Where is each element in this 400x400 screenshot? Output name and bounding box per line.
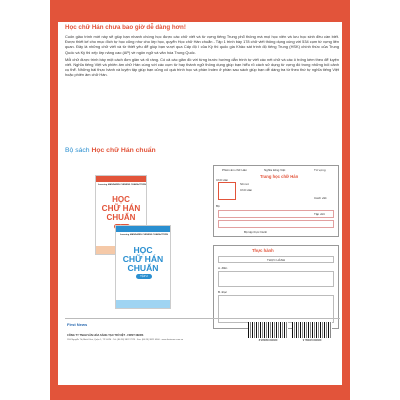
intro-text	[65, 34, 339, 80]
callout-practice: Tập viết	[314, 212, 325, 216]
series-prefix: Bộ sách	[65, 147, 92, 154]
callout-radical: Bộ	[216, 204, 220, 208]
callout-character-2: Chữ Hán	[240, 188, 253, 192]
footer-divider	[65, 318, 340, 319]
barcode-2	[292, 322, 332, 344]
practice-table-header-text: THỰC HÀNH	[266, 258, 286, 262]
barcode-bars	[248, 322, 288, 338]
book-subtitle: Learning MANDARIN CHINESE CHARACTERS	[98, 184, 147, 186]
bottom-band	[50, 385, 350, 400]
stroke-order-row	[218, 210, 334, 218]
practice-table-header	[218, 256, 334, 263]
sample-page-practice	[213, 245, 339, 329]
book-title-line3: CHUẨN	[127, 263, 159, 273]
book-title-line2: CHỮ HÁN	[101, 204, 141, 213]
book-top-band	[116, 226, 170, 232]
publisher-address: 11H Nguyễn Thị Minh Khai, Quận 1, TP. HCM · Tel: (84.28) 3822 7979 · Fax: (84.28) 3822 4560 · www.firstnews.com.vn	[67, 339, 184, 341]
panel1-heading: Trang học chữ Hán	[260, 174, 299, 179]
barcode-1	[248, 322, 288, 344]
book-title-line2: CHỮ HÁN	[122, 254, 164, 264]
book-title-line1: HỌC	[133, 245, 153, 255]
book-top-band	[96, 176, 146, 182]
barcode-number: 8 935086 844669	[258, 339, 278, 342]
callout-character: Chữ Hán	[216, 178, 229, 182]
callout-exercise: Bộ tập thực hành	[244, 230, 268, 234]
barcode-number: 9 786045 844669	[302, 339, 322, 342]
barcode-bars	[292, 322, 332, 338]
intro-paragraph-2: Mỗi chữ được trình bày một cách đơn giản và rõ ràng. Có cả các giản đồ với từng bước hướng dẫn trình tự viết các nét chữ và các ô trống kèm theo để luyện viết. Nghĩa tiếng Việt và phiên âm chữ Hán cùng với các cụm từ hay thành ngữ thông dụng giúp bạn hiểu rõ cách sử dụng từ vựng đó trong những bối cảnh cụ thể. Những bài thực hành và luyện tập giúp bạn củng cố quá trình học và phần Index ở phần sau sách giúp bạn dễ dàng tra từ theo thứ tự nghĩa tiếng Việt hoặc phiên âm chữ Hán.	[65, 56, 339, 78]
book-cover-volume-2	[115, 225, 171, 309]
intro-paragraph-1: Cuốn giáo trình mới này sẽ giúp bạn nhanh chóng học được các chữ viết và từ vựng tiếng Trung phổ thông mà mọi học viên và lưu học sinh đều cần biết. Được thiết kế cho mục đích tự học cũng như cho lớp học, quyển Học chữ Hán chuẩn - Tập 1 trình bày 178 chữ viết thông dụng cùng với 534 cụm từ vựng liên quan. Đây là những chữ viết và từ thiết yêu để giúp bạn vượt qua Cấp độ I của Kỳ thi quốc gia Khảo sát trình độ tiếng Trung (HSK) chính thức của Trung Quốc và Kỳ thi xếp lớp nâng cao (AP) về ngôn ngữ và văn hóa Trung Quốc.	[65, 34, 339, 55]
practice-row-a: A. điền	[218, 266, 228, 270]
series-name: Học chữ Hán chuẩn	[91, 147, 156, 154]
book-subtitle: Learning MANDARIN CHINESE CHARACTERS	[119, 234, 168, 236]
character-box	[218, 182, 236, 200]
book-title-line3: CHUẨN	[106, 213, 136, 222]
book-bottom-stripe	[116, 300, 170, 308]
practice-row	[218, 220, 334, 228]
publisher-logo: First News	[67, 322, 88, 327]
callout-strokes: Số nét	[240, 182, 249, 186]
publisher-company: CÔNG TY TNHH VĂN HÓA SÁNG TẠO TRÍ VIỆT - FIRST NEWS	[67, 334, 144, 337]
sample-page-character	[213, 165, 339, 237]
top-band	[50, 0, 350, 22]
callout-vocab: Từ vựng	[314, 168, 326, 172]
practice-row-b: B. Đọc	[218, 290, 228, 294]
practice-box-a	[218, 271, 334, 287]
callout-pinyin: Phiên âm chữ Hán	[222, 168, 248, 172]
callout-meaning: Nghĩa tiếng Việt	[264, 168, 286, 172]
page-title: Học chữ Hán chưa bao giờ dễ dàng hơn!	[65, 24, 186, 31]
series-title	[65, 147, 156, 154]
panel2-heading: Thực hành	[252, 248, 274, 253]
book-volume-badge: TẬP 2	[136, 274, 152, 279]
callout-stroke-order: Cách viết	[314, 196, 327, 200]
book-title-line1: HỌC	[112, 195, 130, 204]
